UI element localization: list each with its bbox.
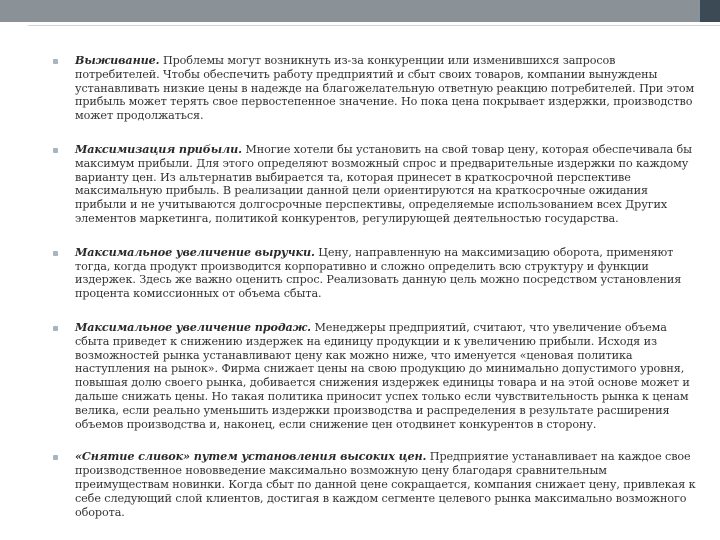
list-item-body: Проблемы могут возникнуть из-за конкуренции или изменившихся запросов потребителей. Чтобы обеспечить работу предприятий и сбыт своих товаров, компании вынуждены устанавливать низкие цены в надежде на благожелательную ответную реакцию потребителей. При этом прибыль может терять свое первостепенное значение. Но пока цена покрывает издержки, производство может продолжаться. (75, 54, 695, 123)
list-item-lead: Максимальное увеличение выручки. (75, 244, 315, 259)
list-item-text (75, 321, 696, 431)
list-item (20, 450, 696, 519)
list-item-lead: «Снятие сливок» путем установления высоких цен. (75, 449, 427, 464)
list-item-text (75, 450, 696, 519)
bullet-marker (53, 326, 58, 331)
list-item-body: Предприятие устанавливает на каждое свое производственное нововведение максимально возможную цену благодаря сравнительным преимуществам новинки. Когда сбыт по данной цене сокращается, компания снижает цену, привлекая к себе следующий слой клиентов, достигая в каждом сегменте целевого рынка максимально возможного оборота. (75, 450, 696, 519)
slide-header-bar (0, 0, 720, 30)
list-item-lead: Максимальное увеличение продаж. (75, 319, 311, 334)
bullet-marker (53, 59, 58, 64)
list-item-lead: Выживание. (75, 53, 160, 67)
header-divider (0, 25, 720, 26)
header-band (0, 0, 700, 22)
list-item-lead: Максимизация прибыли. (75, 141, 242, 156)
list-item-body: Многие хотели бы установить на свой товар цену, которая обеспечивала бы максимум прибыли. Для этого определяют возможный спрос и предварительные издержки по каждому варианту цен. Из альтернатив выбирается та, которая принесет в краткосрочной перспективе максимальную прибыль. В реализации данной цели ориентируются на краткосрочные ожидания прибыли и не учитываются долгосрочные перспективы, определяемые использованием всех Других элементов маркетинга, политикой конкурентов, регулирующей деятельностью государства. (75, 142, 692, 225)
bullet-marker (53, 148, 58, 153)
list-item (20, 246, 696, 301)
list-item-text (75, 143, 696, 226)
list-item-text (75, 246, 696, 301)
bullet-marker (53, 251, 58, 256)
list-item (20, 143, 696, 226)
list-item (20, 54, 696, 123)
list-item-body: Цену, направленную на максимизацию оборота, применяют тогда, когда продукт производится корпоративно и сложно определить всю структуру и функции издержек. Здесь же важно оценить спрос. Реализовать данную цель можно посредством установления процента комиссионных от объема сбыта. (75, 245, 682, 301)
list-item (20, 321, 696, 431)
list-item-text (75, 54, 696, 123)
list-item-body: Менеджеры предприятий, считают, что увеличение объема сбыта приведет к снижению издержек на единицу продукции и к увеличению прибыли. Исходя из возможностей рынка устанавливают цену как можно ниже, что именуется «ценовая политика наступления на рынок». Фирма снижает цены на свою продукцию до минимально допустимого уровня, повышая долю своего рынка, добивается снижения издержек единицы товара и на этой основе может и дальше снижать цены. Но такая политика приносит успех только если чувствительность рынка к ценам велика, если реально уменьшить издержки производства и распределения в результате расширения объемов производства и, наконец, если снижение цен отодвинет конкурентов в сторону. (75, 320, 690, 431)
header-accent (700, 0, 720, 22)
bullet-marker (53, 455, 58, 460)
bullet-list (20, 54, 696, 519)
